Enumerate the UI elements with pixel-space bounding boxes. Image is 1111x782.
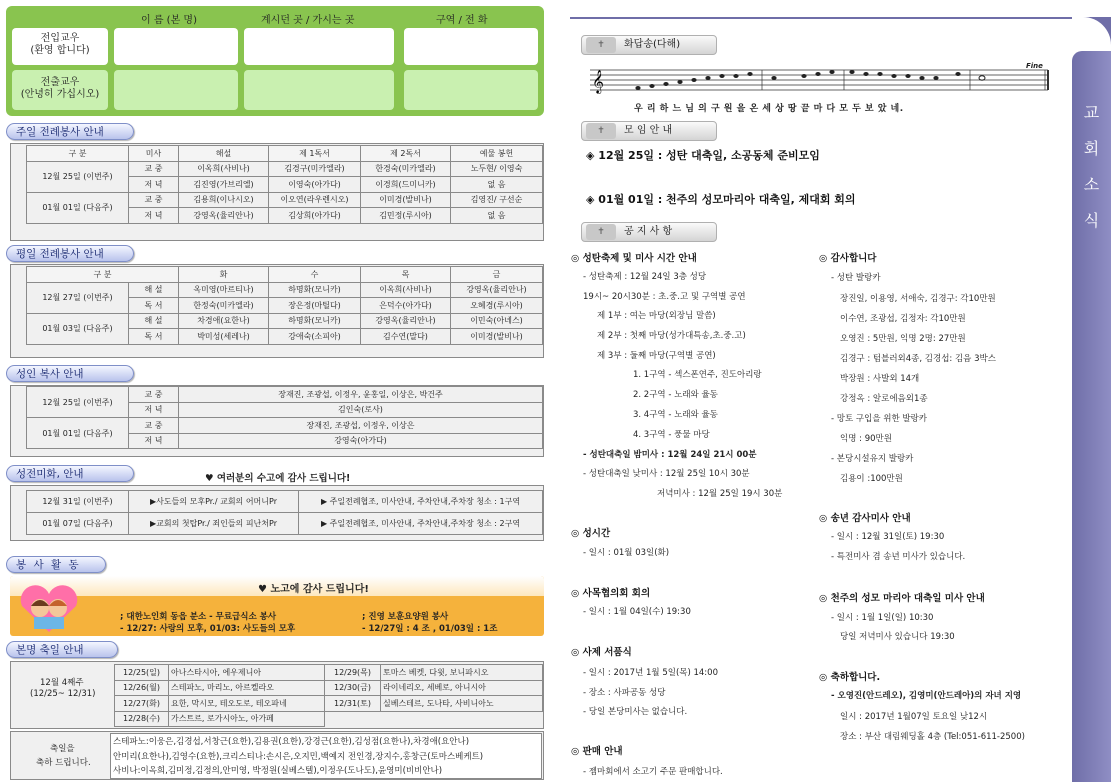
- yearend-line: - 특전미사 겸 송년 미사가 있습니다.: [831, 552, 966, 562]
- cell: 교 중: [129, 387, 179, 403]
- cell: 김인숙(로사): [179, 402, 543, 418]
- transfer-header-prev: 계시던 곳 / 가시는 곳: [261, 15, 355, 26]
- cell: 실베스테르, 도나타, 사비니아노: [381, 696, 543, 712]
- pastoral-title: ◎ 사목협의회 회의: [571, 588, 651, 599]
- music-staff: [590, 62, 1050, 102]
- service-l2: - 12/27: 사랑의 모후, 01/03: 사도들의 모후: [120, 624, 296, 634]
- sunday-h1: 미사: [129, 146, 179, 162]
- right-side-tab: [1072, 17, 1111, 782]
- mary-line: - 일시 : 1월 1일(일) 10:30: [831, 613, 934, 623]
- cell: 아나스타시아, 에우제니아: [169, 665, 325, 681]
- feast-names-line: 안미리(요한나),김영수(요한),크리스티나:손시은,오지민,백예지 전인경,장지수,홍창근(토마스베케트): [113, 751, 484, 762]
- table-row: [115, 680, 543, 696]
- adult-table: [26, 386, 543, 449]
- cell: 저 녁: [129, 208, 179, 224]
- cell: 강영옥(율리안나): [361, 313, 451, 329]
- cell: 이영숙(아가다): [269, 177, 361, 193]
- table-row: [27, 313, 543, 329]
- svg-text:𝄞: 𝄞: [592, 69, 604, 93]
- table-row: [27, 282, 543, 298]
- cell: 강영숙(아가다): [179, 433, 543, 449]
- congrats-title: ◎ 축하합니다.: [819, 672, 881, 683]
- sunday-table: [26, 145, 543, 224]
- sunday-h0: 구 분: [27, 146, 129, 162]
- mary-line: 당일 저녁미사 있습니다 19:30: [840, 632, 955, 642]
- weekday-date2: 01월 03일 (다음주): [27, 313, 129, 344]
- cell: 01월 07일 (다음주): [27, 513, 129, 535]
- thanks-title: ◎ 감사합니다: [819, 253, 877, 264]
- adult-date2: 01월 01일 (다음주): [27, 418, 129, 449]
- adult-date1: 12월 25일 (이번주): [27, 387, 129, 418]
- cell: 저 녁: [129, 177, 179, 193]
- xmas-line: 2. 2구역 - 노래와 율동: [633, 390, 718, 400]
- priest-icon: ✝: [586, 37, 616, 53]
- cell: 은덕수(아가다): [361, 298, 451, 314]
- transfer-in-prev[interactable]: [244, 28, 394, 65]
- xmas-line: 19시~ 20시30분 : 초.중.고 및 구역별 공연: [583, 292, 746, 302]
- cell: 해 설: [129, 313, 179, 329]
- weekday-h4: 금: [451, 267, 543, 283]
- priest-icon: ✝: [586, 224, 616, 240]
- yearend-title: ◎ 송년 감사미사 안내: [819, 513, 911, 524]
- feast-greet1: 축일을: [50, 744, 75, 754]
- cell: 이미경(발비나): [361, 192, 451, 208]
- feast-title: 본명 축일 안내: [6, 641, 118, 658]
- xmas-line: 제 2부 : 첫째 마당(성가대특송,초.중.고): [597, 331, 746, 341]
- cell: 라이네리오, 세베로, 아니시아: [381, 680, 543, 696]
- side-title: [1072, 95, 1111, 239]
- table-row: [27, 192, 543, 208]
- cell: 12/30(금): [325, 680, 381, 696]
- deacon-line: - 장소 : 사파공동 성당: [583, 688, 666, 698]
- right-top-rule: [570, 17, 1072, 19]
- transfer-in-label: 전입교우: [40, 33, 80, 44]
- service-banner: [10, 576, 544, 636]
- thanks-line: - 망토 구입을 위한 발랑카: [831, 414, 927, 424]
- table-row: [115, 711, 543, 727]
- transfer-out-label-box: [12, 70, 108, 110]
- cell: 김수연(말다): [361, 329, 451, 345]
- volunteer-illustration-icon: [18, 584, 80, 634]
- weekday-h2: 수: [269, 267, 361, 283]
- notice-header: [581, 222, 717, 242]
- thanks-line: 김경구 : 텀블러외4종, 김경섭: 김음 3박스: [840, 354, 996, 364]
- song-header: [581, 35, 717, 55]
- table-row: [27, 387, 543, 403]
- cell: 박미성(세레나): [179, 329, 269, 345]
- feast-greet2: 축하 드립니다.: [36, 758, 91, 768]
- cell: 없 음: [451, 208, 543, 224]
- song-lyrics: 우 리 하 느 님 의 구 원 을 온 세 상 땅 끝 마 다 모 두 보 았 네.: [634, 104, 904, 114]
- transfer-in-name[interactable]: [114, 28, 238, 65]
- cell: 12/29(목): [325, 665, 381, 681]
- beautify-thanks: ♥ 여러분의 수고에 감사 드립니다!: [205, 473, 351, 484]
- xmas-line: 저녁미사 : 12월 25일 19시 30분: [657, 489, 783, 499]
- sunday-date1: 12월 25일 (이번주): [27, 161, 129, 192]
- cell: 이옥희(사비나): [361, 282, 451, 298]
- weekday-h3: 목: [361, 267, 451, 283]
- cell: 강영옥(율리안나): [451, 282, 543, 298]
- transfer-out-name[interactable]: [114, 70, 238, 110]
- transfer-header-name: 이 름 (본 명): [141, 15, 197, 26]
- service-thanks: ♥ 노고에 감사 드립니다!: [258, 584, 369, 595]
- table-row: [27, 161, 543, 177]
- feast-names-box: [110, 733, 542, 779]
- conf-line: - 일시 : 01월 03일(화): [583, 548, 670, 558]
- cell: 한경숙(미카엘라): [361, 161, 451, 177]
- side-title-char: 식: [1083, 211, 1100, 230]
- cell: 장재진, 조광섭, 이정우, 이상은: [179, 418, 543, 434]
- cell: 12/31(토): [325, 696, 381, 712]
- cell: 가스트르, 로가시아노, 아가페: [169, 711, 325, 727]
- transfer-out-zone[interactable]: [404, 70, 538, 110]
- beautify-title: 성전미화, 안내: [6, 465, 134, 482]
- table-row: [27, 513, 543, 535]
- feast-table: [114, 664, 543, 727]
- xmas-line: - 성탄대축일 밤미사 : 12월 24일 21시 00분: [583, 450, 757, 460]
- cell: 노두현/ 이영숙: [451, 161, 543, 177]
- service-r2: - 12/27일 : 4 조 , 01/03일 : 1조: [362, 624, 498, 634]
- cell: [325, 711, 381, 727]
- cell: 이민숙(아녜스): [451, 313, 543, 329]
- thanks-line: 이수연, 조광섭, 김정자: 각10만원: [840, 314, 966, 324]
- cell: 교 중: [129, 418, 179, 434]
- adult-title: 성인 복사 안내: [6, 365, 134, 382]
- gather-item-1: ◈ 12월 25일 : 성탄 대축일, 소공동체 준비모임: [586, 149, 820, 162]
- xmas-line: 3. 4구역 - 노래와 율동: [633, 410, 718, 420]
- cell: 없 음: [451, 177, 543, 193]
- cell: 독 서: [129, 329, 179, 345]
- thanks-line: 강정옥 : 알로에음외1종: [840, 394, 928, 404]
- cell: 김민정(루시아): [361, 208, 451, 224]
- feast-week: 12월 4째주: [40, 678, 84, 688]
- cell: 하명화(모니카): [269, 282, 361, 298]
- cell: 저 녁: [129, 402, 179, 418]
- thanks-line: 익명 : 90만원: [840, 434, 892, 444]
- xmas-line: - 성탄축제 : 12월 24일 3층 성당: [583, 272, 707, 282]
- cell: 토마스 베켓, 다윗, 보니파시오: [381, 665, 543, 681]
- sale-line: - 젬마회에서 소고기 주문 판매합니다.: [583, 767, 723, 777]
- transfer-in-sub: (환영 합니다): [30, 45, 90, 56]
- pastoral-line: - 일시 : 1월 04일(수) 19:30: [583, 607, 691, 617]
- weekday-h1: 화: [179, 267, 269, 283]
- gather-header-label: 모 임 안 내: [624, 125, 673, 136]
- xmas-title: ◎ 성탄축제 및 미사 시간 안내: [571, 253, 697, 264]
- thanks-line: 장진일, 이용영, 서애숙, 김경구: 각10만원: [840, 294, 996, 304]
- xmas-line: 4. 3구역 - 풍물 마당: [633, 430, 710, 440]
- conf-title: ◎ 성시간: [571, 528, 611, 539]
- cell: 요한, 막시모, 테오도로, 테오파네: [169, 696, 325, 712]
- cell: 차경애(요한나): [179, 313, 269, 329]
- cell: 김상희(아가다): [269, 208, 361, 224]
- cell: 강영옥(율리안나): [179, 208, 269, 224]
- cell: ▶교회의 첫탑Pr./ 죄인들의 피난처Pr: [129, 513, 299, 535]
- gather-header: [581, 121, 717, 141]
- priest-icon: ✝: [586, 123, 616, 139]
- cell: 12/25(일): [115, 665, 169, 681]
- cell: 독 서: [129, 298, 179, 314]
- transfer-in-zone[interactable]: [404, 28, 538, 65]
- thanks-line: 오영진 : 5만원, 익명 2명: 27만원: [840, 334, 966, 344]
- beautify-table: [26, 490, 543, 535]
- cell: 장은정(마틸다): [269, 298, 361, 314]
- xmas-line: - 성탄대축일 낮미사 : 12월 25일 10시 30분: [583, 469, 750, 479]
- table-row: [115, 696, 543, 712]
- cell: 교 중: [129, 161, 179, 177]
- cell: 12/28(수): [115, 711, 169, 727]
- side-title-char: 교: [1083, 103, 1100, 122]
- song-header-label: 화답송(다해): [624, 39, 681, 50]
- cell: ▶사도들의 모후Pr./ 교회의 어머니Pr: [129, 491, 299, 513]
- fine-text: Fine: [1026, 62, 1043, 70]
- cell: 오혜경(루시아): [451, 298, 543, 314]
- deacon-line: - 당일 본당미사는 없습니다.: [583, 707, 688, 717]
- cell: 이미경(발비나): [451, 329, 543, 345]
- cell: 이옥희(사비나): [179, 161, 269, 177]
- congrats-line: - 오영진(안드레오), 김영미(안드레아)의 자녀 지영: [831, 691, 1022, 701]
- cell: 옥미영(마르티나): [179, 282, 269, 298]
- weekday-header-row: [27, 267, 543, 283]
- cell: 김진영(가브리엘): [179, 177, 269, 193]
- gather-item-2: ◈ 01월 01일 : 천주의 성모마리아 대축일, 제대회 회의: [586, 193, 856, 206]
- deacon-line: - 일시 : 2017년 1월 5일(목) 14:00: [583, 668, 718, 678]
- sale-title: ◎ 판매 안내: [571, 746, 623, 757]
- transfer-header-zone: 구역 / 전 화: [436, 15, 488, 26]
- sunday-header-row: [27, 146, 543, 162]
- feast-names-line: 스테파노:이웅은,김경섭,서창근(요한),김용권(요한),강경근(요한),김성점(요한나),차경애(요안나): [113, 737, 470, 747]
- sunday-h3: 제 1독서: [269, 146, 361, 162]
- xmas-line: 제 1부 : 여는 마당(외장님 말씀): [597, 311, 716, 321]
- cell: 12/27(화): [115, 696, 169, 712]
- cell: ▶ 주일전례협조, 미사안내, 주차안내,주차장 청소 : 1구역: [299, 491, 543, 513]
- transfer-out-sub: (안녕히 가십시오): [20, 89, 100, 100]
- cell: [381, 711, 543, 727]
- sunday-h2: 해설: [179, 146, 269, 162]
- notice-header-label: 공 지 사 항: [624, 226, 673, 237]
- cell: 하명화(모니카): [269, 313, 361, 329]
- side-title-char: 회: [1083, 139, 1100, 158]
- weekday-date1: 12월 27일 (이번주): [27, 282, 129, 313]
- cell: 강애숙(소피아): [269, 329, 361, 345]
- cell: 김영진/ 구선순: [451, 192, 543, 208]
- xmas-line: 제 3부 : 둘째 마당(구역별 공연): [597, 351, 716, 361]
- deacon-title: ◎ 사제 서품식: [571, 647, 632, 658]
- thanks-line: 박장원 : 사발외 14개: [840, 374, 920, 384]
- transfer-in-label-box: [12, 28, 108, 65]
- sunday-h4: 제 2독서: [361, 146, 451, 162]
- cell: 12월 31일 (이번주): [27, 491, 129, 513]
- cell: 해 설: [129, 282, 179, 298]
- table-row: [115, 665, 543, 681]
- cell: 이경희(드미니카): [361, 177, 451, 193]
- weekday-table: [26, 266, 543, 345]
- yearend-line: - 일시 : 12월 31일(토) 19:30: [831, 532, 945, 542]
- sunday-h5: 예물 봉헌: [451, 146, 543, 162]
- thanks-line: 김용이 :100만원: [840, 474, 903, 484]
- cell: 한정숙(미카엘라): [179, 298, 269, 314]
- cell: 김용희(이나시오): [179, 192, 269, 208]
- congrats-line: 장소 : 부산 대림웨딩홀 4층 (Tel:051-611-2500): [840, 732, 1025, 742]
- cell: 김경구(미카엘라): [269, 161, 361, 177]
- table-row: [27, 418, 543, 434]
- weekday-h0: 구 분: [27, 267, 179, 283]
- service-l1: ; 대한노인회 동읍 분소 - 무료급식소 봉사: [120, 612, 277, 622]
- weekday-title: 평일 전례봉사 안내: [6, 245, 134, 262]
- xmas-line: 1. 1구역 - 섹스폰연주, 진도아리랑: [633, 370, 762, 380]
- feast-names-line: 사비나:이옥희,김미정,김정의,안미영, 박정원(실베스텔),이정우(도나도),윤영미(비비안나): [113, 766, 443, 776]
- sunday-date2: 01월 01일 (다음주): [27, 192, 129, 223]
- cell: 장재진, 조광섭, 이정우, 윤홍일, 이상은, 박건주: [179, 387, 543, 403]
- transfer-out-prev[interactable]: [244, 70, 394, 110]
- sunday-title: 주일 전례봉사 안내: [6, 123, 134, 140]
- transfer-out-label: 전출교우: [40, 77, 80, 88]
- thanks-line: - 본당시설유지 발랑카: [831, 454, 914, 464]
- cell: 저 녁: [129, 433, 179, 449]
- congrats-line: 일시 : 2017년 1월07일 토요일 낮12시: [840, 712, 988, 722]
- feast-range: (12/25~ 12/31): [30, 689, 96, 699]
- cell: 12/26(월): [115, 680, 169, 696]
- cell: 스테파노, 마리노, 아르켈라오: [169, 680, 325, 696]
- thanks-line: - 성탄 발랑카: [831, 273, 881, 283]
- service-title: 봉 사 활 동: [6, 556, 106, 573]
- transfer-panel: [6, 6, 544, 116]
- service-r1: ; 진영 보훈요양원 봉사: [362, 612, 449, 622]
- mary-title: ◎ 천주의 성모 마리아 대축일 미사 안내: [819, 593, 985, 604]
- cell: 이오연(라우렌시오): [269, 192, 361, 208]
- cell: 교 중: [129, 192, 179, 208]
- side-title-char: 소: [1083, 175, 1100, 194]
- table-row: [27, 491, 543, 513]
- cell: ▶ 주일전례협조, 미사안내, 주차안내,주차장 청소 : 2구역: [299, 513, 543, 535]
